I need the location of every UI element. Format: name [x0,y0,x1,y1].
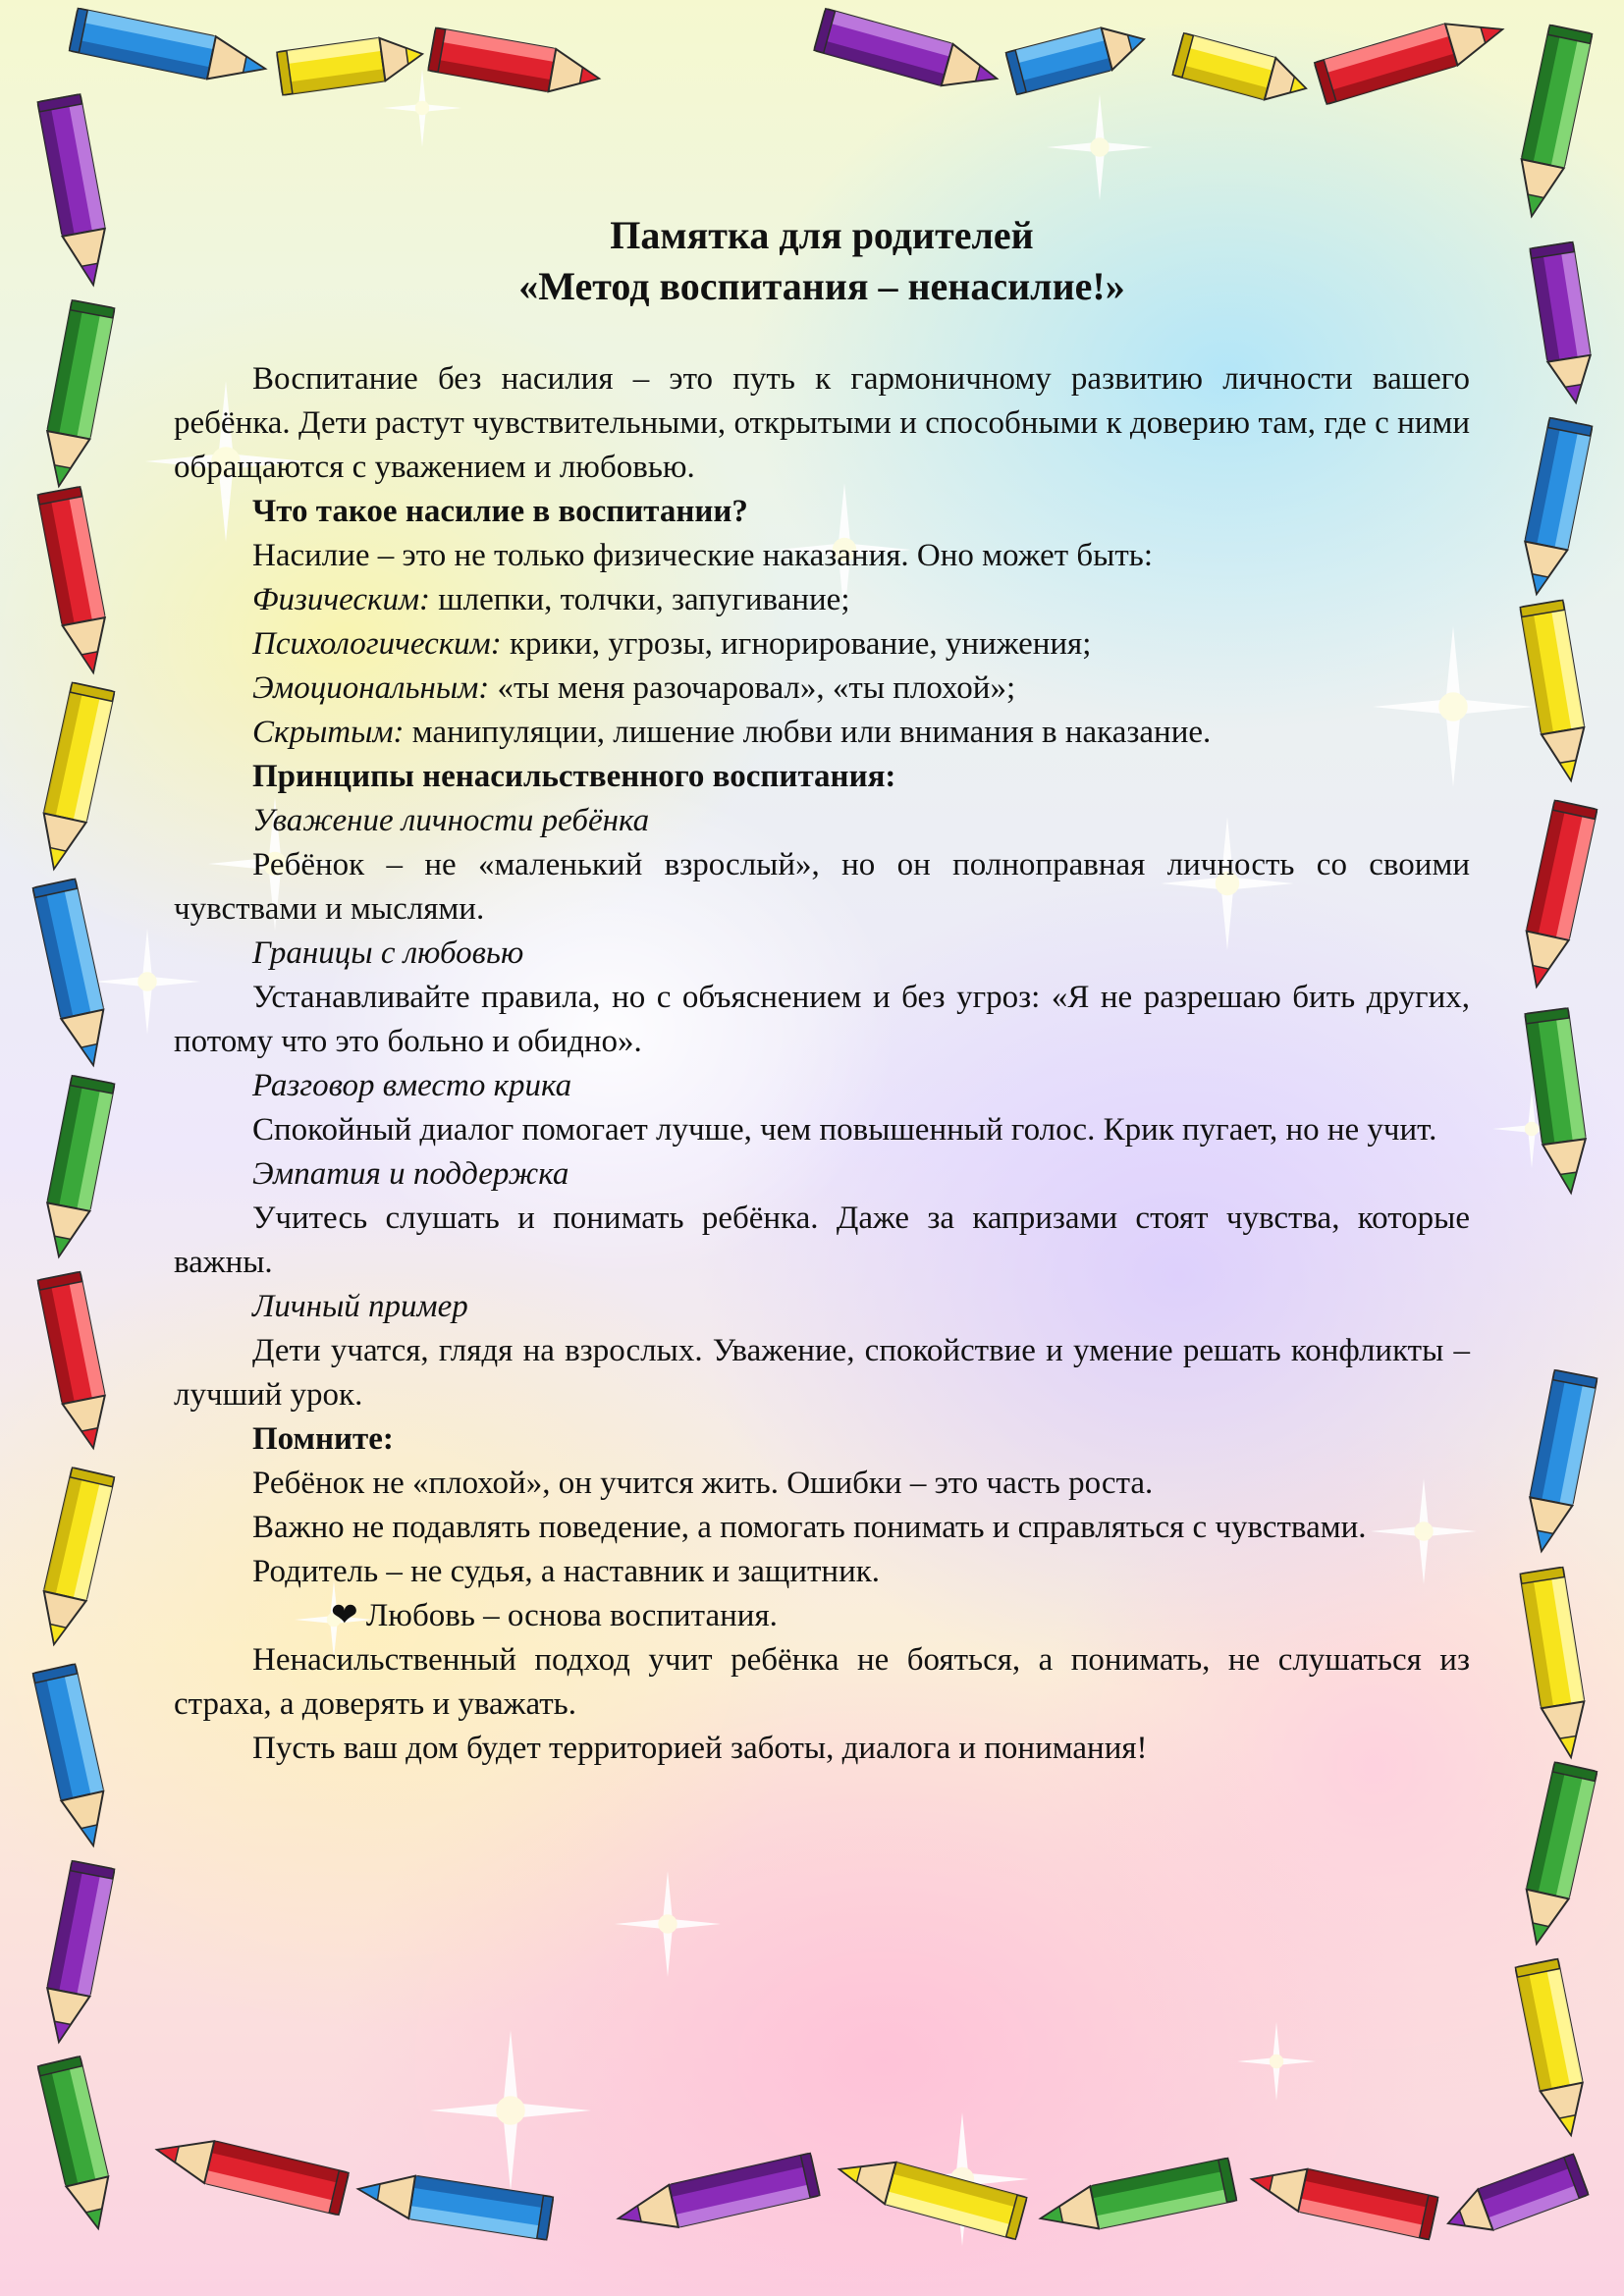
violence-type-emotional [174,667,1470,711]
love-text: Любовь – основа воспитания. [357,1598,778,1633]
violence-lead: Насилие – это не только физические наказания. Оно может быть: [252,538,1153,573]
pencil-icon [37,1272,114,1453]
remember-heading: Помните: [252,1421,394,1457]
sparkle-icon [383,69,461,147]
pencil-icon [33,1664,115,1850]
remember-item: Важно не подавлять поведение, а помогать понимать и справляться с чувствами. [252,1510,1367,1545]
type-label: Физическим: [252,582,431,617]
pencil-icon [37,1076,114,1260]
type-text: манипуляции, лишение любви или внимания в наказание. [404,715,1212,750]
sparkle-icon [1047,94,1153,200]
principles-heading: Принципы ненасильственного воспитания: [252,759,896,794]
pencil-icon [428,27,603,99]
pencil-icon [1515,800,1597,990]
principle-text: Ребёнок – не «маленький взрослый», но он полноправная личность со своими чувствами и мыслями. [174,847,1470,927]
heart-icon: ❤ [331,1598,358,1633]
type-text: шлепки, толчки, запугивание; [430,582,850,617]
sparkle-icon [1237,2022,1316,2101]
type-text: «ты меня разочаровал», «ты плохой»; [489,670,1016,706]
pencil-icon [152,2129,349,2216]
type-label: Эмоциональным: [252,670,490,706]
pencil-icon [1520,600,1592,783]
pencil-icon [37,94,114,289]
title-line-2: «Метод воспитания – ненасилие!» [518,264,1125,308]
page-title [174,210,1470,312]
violence-type-hidden [174,711,1470,755]
pencil-icon [1440,2154,1588,2243]
type-text: крики, угрозы, игнорирование, унижения; [501,626,1092,662]
pencil-icon [1520,1568,1592,1761]
pencil-icon [834,2149,1026,2239]
pencil-icon [37,1861,114,2046]
memo-body [174,357,1470,1771]
pencil-icon [814,9,1002,99]
principle-text: Спокойный диалог помогает лучше, чем повышенный голос. Крик пугает, но не учит. [252,1112,1437,1148]
principle-title: Границы с любовью [252,935,524,971]
principle-text: Дети учатся, глядя на взрослых. Уважение, спокойствие и умение решать конфликты – лучший урок. [174,1333,1470,1413]
sparkle-icon [430,2030,591,2191]
pencil-icon [1510,25,1592,220]
pencil-icon [1516,1762,1597,1949]
pencil-icon [1530,242,1597,406]
violence-type-psychological [174,622,1470,667]
pencil-icon [1247,2158,1437,2239]
pencil-icon [1172,33,1311,109]
principle-title: Разговор вместо крика [252,1068,572,1103]
sparkle-icon [615,1871,721,1977]
pencil-icon [614,2154,820,2240]
pencil-icon [1315,9,1509,104]
violence-heading: Что такое насилие в воспитании? [252,494,748,529]
pencil-icon [33,1468,115,1649]
type-label: Скрытым: [252,715,405,750]
principle-text: Устанавливайте правила, но с объяснением и без угроз: «Я не разрешаю бить других, потому что это больно и обидно». [174,980,1470,1059]
pencil-icon [1037,2158,1237,2239]
memo-content [174,210,1470,1771]
title-line-1: Памятка для родителей [610,213,1034,257]
principle-title: Уважение личности ребёнка [252,803,650,838]
pencil-icon [1515,1959,1592,2140]
pencil-icon [1005,19,1149,95]
pencil-icon [355,2167,554,2239]
pencil-icon [1525,1008,1593,1196]
principle-title: Личный пример [252,1289,468,1324]
principle-text: Учитесь слушать и понимать ребёнка. Даже за капризами стоят чувства, которые важны. [174,1201,1470,1280]
pencil-icon [37,300,114,490]
pencil-icon [37,487,114,676]
intro-paragraph: Воспитание без насилия – это путь к гармоничному развитию личности вашего ребёнка. Дети растут чувствительными, открытыми и способными к доверию там, где с ними обращаются с уважением и любовью. [174,361,1470,485]
principle-title: Эмпатия и поддержка [252,1156,569,1192]
type-label: Психологическим: [252,626,502,662]
closing-paragraph: Пусть ваш дом будет территорией заботы, диалога и понимания! [252,1731,1148,1766]
remember-item: Ребёнок не «плохой», он учится жить. Ошибки – это часть роста. [252,1466,1154,1501]
pencil-icon [70,8,270,89]
pencil-icon [32,879,114,1069]
pencil-icon [277,32,425,95]
pencil-icon [1520,1370,1597,1555]
violence-type-physical [174,578,1470,622]
remember-item: Родитель – не судья, а наставник и защитник. [252,1554,881,1589]
pencil-icon [38,2056,120,2233]
love-line [174,1594,1470,1638]
pencil-icon [1515,418,1592,599]
pencil-icon [32,682,114,873]
closing-paragraph: Ненасильственный подход учит ребёнка не бояться, а понимать, не слушаться из страха, а доверять и уважать. [174,1642,1470,1722]
